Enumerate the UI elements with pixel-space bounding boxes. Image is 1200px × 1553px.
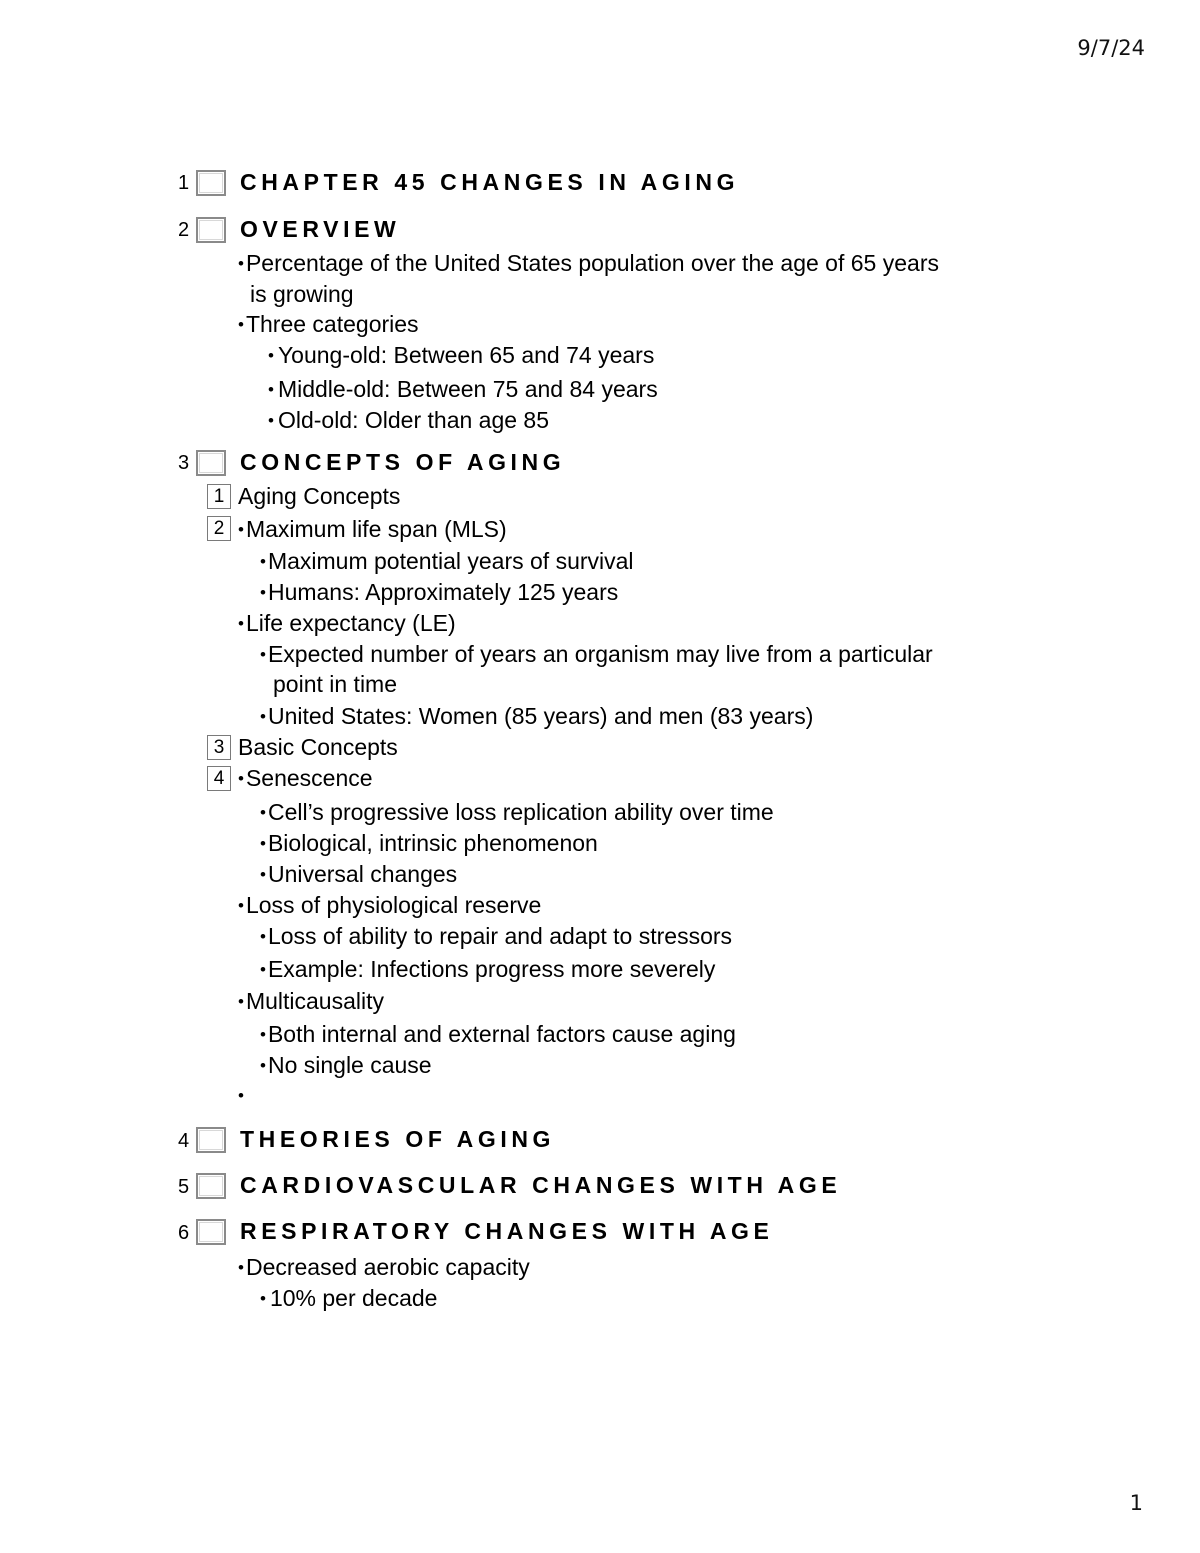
bullet-item: • Loss of physiological reserve (238, 892, 541, 919)
note-heading: Basic Concepts (238, 734, 398, 760)
note-heading: Aging Concepts (238, 483, 401, 509)
slide-title: CHAPTER 45 CHANGES IN AGING (240, 169, 740, 195)
bullet-item: • Percentage of the United States population over the age of 65 years (238, 250, 939, 277)
sub-bullet-item: • Cell’s progressive loss replication ability over time (260, 799, 774, 826)
header-date: 9/7/24 (1077, 36, 1145, 60)
note-marker[interactable]: 1 (207, 484, 231, 509)
slide-number: 2 (178, 219, 190, 241)
slide-number: 5 (178, 1176, 190, 1198)
sub-bullet-item: • Humans: Approximately 125 years (260, 579, 618, 606)
slide-number: 6 (178, 1222, 190, 1244)
slide-number: 1 (178, 172, 190, 194)
sub-bullet-item: • Old-old: Older than age 85 (268, 407, 549, 434)
slide-number: 3 (178, 452, 190, 474)
slide-thumbnail[interactable] (196, 217, 226, 243)
bullet-item: • Maximum life span (MLS) (238, 516, 507, 543)
sub-bullet-item: • United States: Women (85 years) and men (83 years) (260, 703, 813, 730)
bullet-item: • Multicausality (238, 988, 384, 1015)
note-marker[interactable]: 3 (207, 735, 231, 760)
slide-number: 4 (178, 1130, 190, 1152)
sub-bullet-item: • No single cause (260, 1052, 432, 1079)
sub-bullet-item: • 10% per decade (260, 1285, 437, 1312)
slide-title: CARDIOVASCULAR CHANGES WITH AGE (240, 1172, 842, 1198)
slide-title: THEORIES OF AGING (240, 1126, 556, 1152)
slide-title: OVERVIEW (240, 216, 401, 242)
slide-title: CONCEPTS OF AGING (240, 449, 566, 475)
bullet-item: • Life expectancy (LE) (238, 610, 456, 637)
sub-bullet-item: • Example: Infections progress more severely (260, 956, 715, 983)
sub-bullet-item: • Maximum potential years of survival (260, 548, 634, 575)
slide-thumbnail[interactable] (196, 170, 226, 196)
sub-bullet-item: • Universal changes (260, 861, 457, 888)
note-marker[interactable]: 4 (207, 766, 231, 791)
sub-bullet-item: • Loss of ability to repair and adapt to stressors (260, 923, 732, 950)
empty-bullet-item (238, 1082, 246, 1109)
sub-bullet-item: • Both internal and external factors cause aging (260, 1021, 736, 1048)
slide-thumbnail[interactable] (196, 1173, 226, 1199)
slide-thumbnail[interactable] (196, 1219, 226, 1245)
slide-thumbnail[interactable] (196, 1127, 226, 1153)
bullet-item: • Senescence (238, 765, 373, 792)
bullet-item: • Three categories (238, 311, 419, 338)
note-marker[interactable]: 2 (207, 516, 231, 541)
bullet-continuation: point in time (273, 671, 398, 697)
bullet-item: • Decreased aerobic capacity (238, 1254, 530, 1281)
sub-bullet-item: • Middle-old: Between 75 and 84 years (268, 376, 658, 403)
slide-title: RESPIRATORY CHANGES WITH AGE (240, 1218, 774, 1244)
bullet-continuation: is growing (250, 281, 354, 307)
sub-bullet-item: • Young-old: Between 65 and 74 years (268, 342, 654, 369)
page-number: 1 (1129, 1491, 1143, 1515)
sub-bullet-item: • Biological, intrinsic phenomenon (260, 830, 598, 857)
sub-bullet-item: • Expected number of years an organism may live from a particular (260, 641, 933, 668)
slide-thumbnail[interactable] (196, 450, 226, 476)
